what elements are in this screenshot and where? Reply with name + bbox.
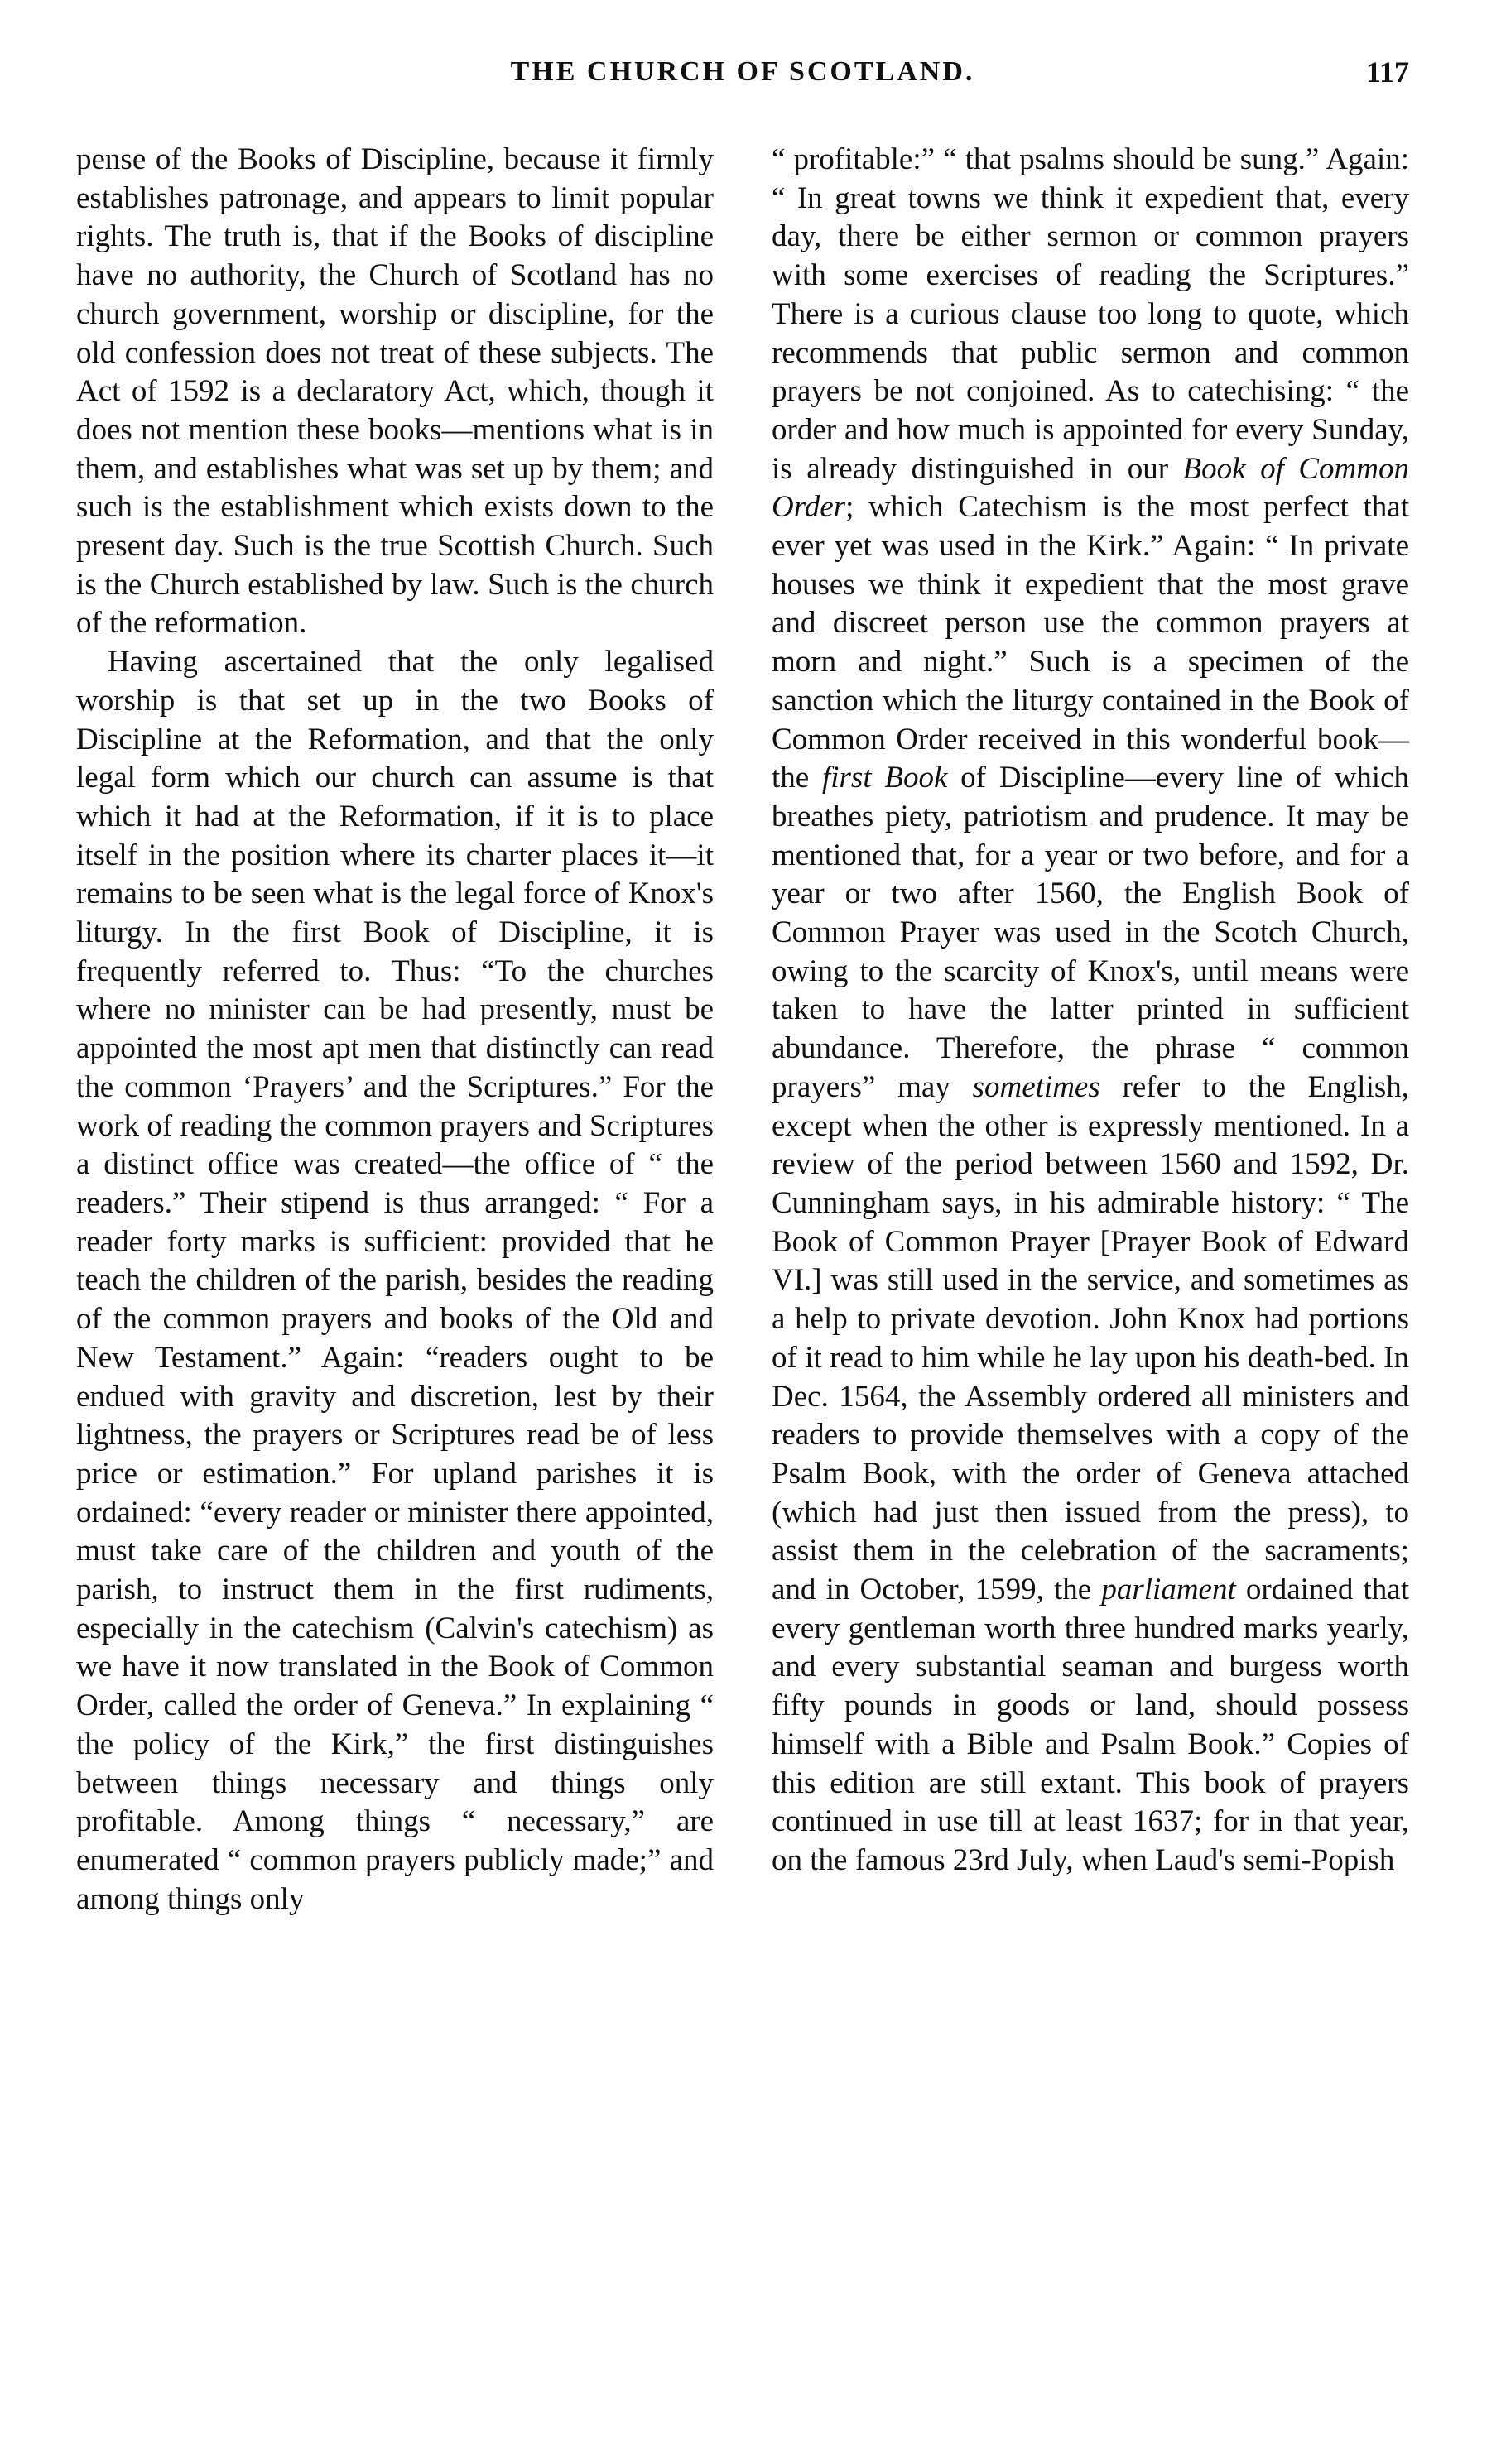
- italic-book-of-common-order: Book of Common Order: [772, 451, 1409, 525]
- italic-parliament: parliament: [1101, 1573, 1236, 1607]
- left-column: [76, 141, 714, 1919]
- page-number: 117: [1365, 55, 1409, 89]
- page-header: [76, 48, 1409, 98]
- italic-first-book: first Book: [821, 761, 948, 795]
- text-run: refer to the English, except when the other is expressly mentioned. In a review of the period between 1560 and 1592, Dr. Cunningham says, in his admirable history: “ The Book of Common Prayer [Prayer Book of Edward VI.] was still used in the service, and sometimes as a help to private devotion. John Knox had portions of it read to him while he lay upon his death-bed. In Dec. 1564, the Assembly ordered all ministers and readers to provide themselves with a copy of the Psalm Book, with the order of Geneva attached (which had just then issued from the press), to assist them in the celebration of the sacraments; and in October, 1599, the: [772, 1069, 1409, 1607]
- left-paragraph-2: Having ascertained that the only legalised worship is that set up in the two Books of Discipline at the Reformation, and that the only legal form which our church can assume is that which it had at the Reformation, if it is to place itself in the position where its charter places it—it remains to be seen what is the legal force of Knox's liturgy. In the first Book of Discipline, it is frequently referred to. Thus: “To the churches where no minister can be had presently, must be appointed the most apt men that distinctly can read the common ‘Prayers’ and the Scriptures.” For the work of reading the common prayers and Scriptures a distinct office was created—the office of “ the readers.” Their stipend is thus arranged: “ For a reader forty marks is sufficient: provided that he teach the children of the parish, besides the reading of the common prayers and books of the Old and New Testament.” Again: “readers ought to be endued with gravity and discretion, lest by their lightness, the prayers or Scriptures read be of less price or estimation.” For upland parishes it is ordained: “every reader or minister there appointed, must take care of the children and youth of the parish, to instruct them in the first rudiments, especially in the catechism (Calvin's catechism) as we have it now translated in the Book of Common Order, called the order of Geneva.” In explaining “ the policy of the Kirk,” the first distinguishes between things necessary and things only profitable. Among things “ necessary,” are enumerated “ common prayers publicly made;” and among things only: [76, 645, 714, 1916]
- text-run: ordained that every gentleman worth three hundred marks yearly, and every substantial seaman and burgess worth fifty pounds in goods or land, should possess himself with a Bible and Psalm Book.” Copies of this edition are still extant. This book of prayers continued in use till at least 1637; for in that year, on the famous 23rd July, when Laud's semi-Popish: [772, 1573, 1409, 1877]
- italic-sometimes: sometimes: [972, 1069, 1100, 1104]
- text-run: ; which Catechism is the most perfect that ever yet was used in the Kirk.” Again: “ In private houses we think it expedient that the most grave and discreet person use the common prayers at morn and night.” Such is a specimen of the sanction which the liturgy contained in the Book of Common Order received in this wonderful book—the: [772, 490, 1409, 795]
- right-paragraph-1: [772, 141, 1409, 1880]
- text-columns: [76, 141, 1409, 1919]
- right-column: [772, 141, 1409, 1919]
- text-run: of Discipline—every line of which breathes piety, patriotism and prudence. It may be mentioned that, for a year or two before, and for a year or two after 1560, the English Book of Common Prayer was used in the Scotch Church, owing to the scarcity of Knox's, until means were taken to have the latter printed in sufficient abundance. Therefore, the phrase “ common prayers” may: [772, 761, 1409, 1104]
- left-paragraph-1: pense of the Books of Discipline, because it firmly establishes patronage, and appears to limit popular rights. The truth is, that if the Books of discipline have no authority, the Church of Scotland has no church government, worship or discipline, for the old confession does not treat of these subjects. The Act of 1592 is a declaratory Act, which, though it does not mention these books—mentions what is in them, and establishes what was set up by them; and such is the establishment which exists down to the present day. Such is the true Scottish Church. Such is the Church established by law. Such is the church of the reformation.: [76, 142, 714, 641]
- book-page: [76, 48, 1409, 2432]
- text-run: “ profitable:” “ that psalms should be sung.” Again: “ In great towns we think it expedient that, every day, there be either sermon or common prayers with some exercises of reading the Scriptures.” There is a curious clause too long to quote, which recommends that public sermon and common prayers be not conjoined. As to catechising: “ the order and how much is appointed for every Sunday, is already distinguished in our: [772, 142, 1409, 486]
- running-title: THE CHURCH OF SCOTLAND.: [510, 56, 975, 87]
